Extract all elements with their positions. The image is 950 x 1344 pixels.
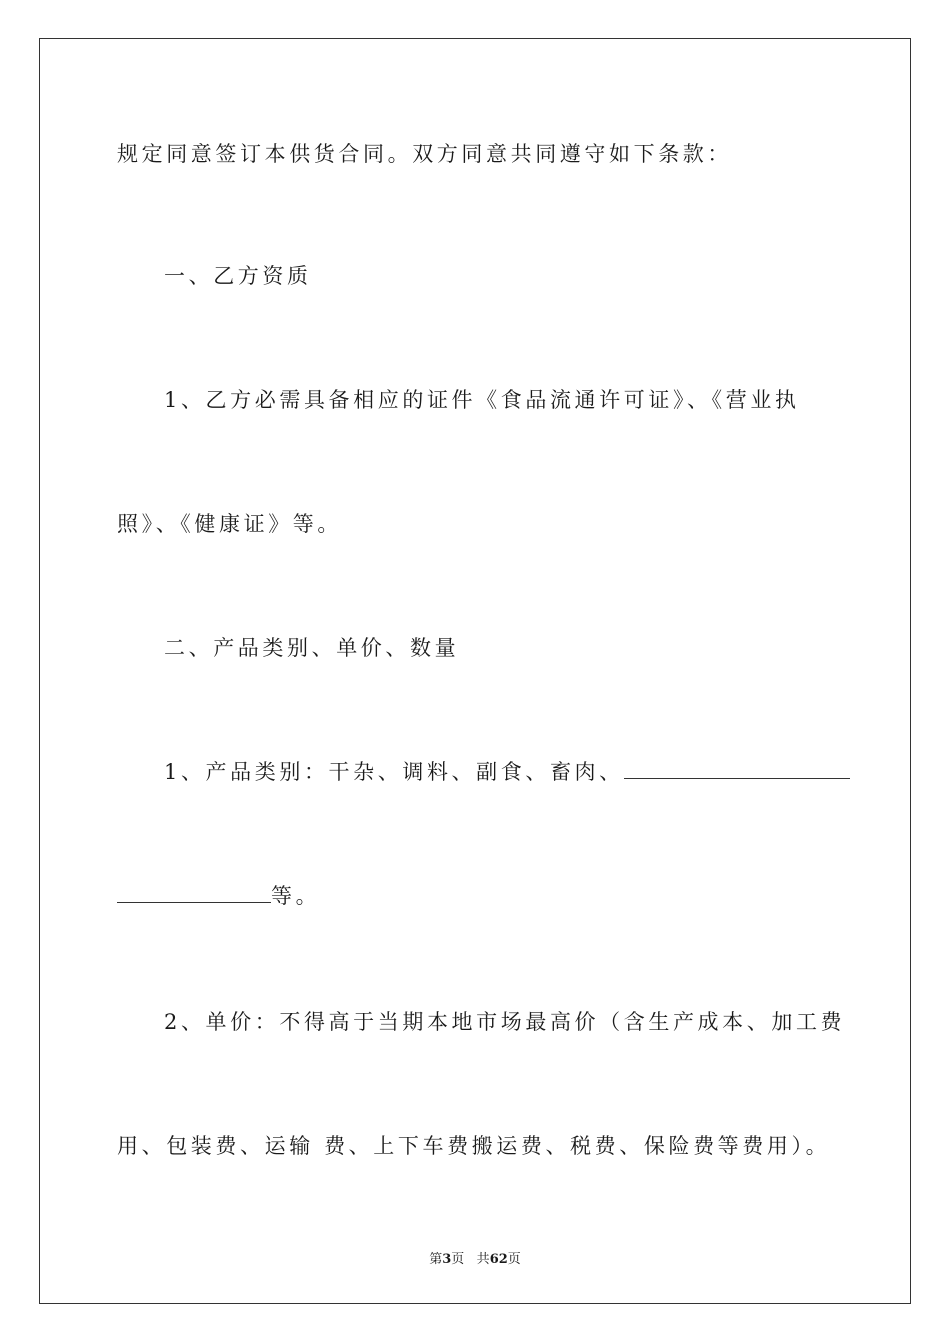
fill-in-blank-1 bbox=[624, 758, 850, 779]
section-heading-products: 二、产品类别、单价、数量 bbox=[164, 636, 460, 660]
paragraph-1: 规定同意签订本供货合同。双方同意共同遵守如下条款： bbox=[117, 142, 732, 166]
footer-prefix: 第 bbox=[429, 1252, 443, 1267]
fill-in-blank-2 bbox=[117, 882, 271, 903]
paragraph-6 bbox=[164, 758, 850, 786]
footer-total-prefix: 共 bbox=[476, 1252, 490, 1267]
section-heading-qualification: 一、乙方资质 bbox=[164, 264, 312, 288]
paragraph-7-text: 等。 bbox=[271, 884, 321, 908]
total-pages-number: 62 bbox=[489, 1252, 508, 1267]
paragraph-8: 2、单价：不得高于当期本地市场最高价（含生产成本、加工费 bbox=[164, 1010, 846, 1034]
paragraph-6-text: 1、产品类别：干杂、调料、副食、畜肉、 bbox=[164, 760, 624, 784]
paragraph-3: 1、乙方必需具备相应的证件《食品流通许可证》、《营业执 bbox=[164, 388, 800, 412]
page-footer bbox=[0, 1248, 950, 1267]
paragraph-7 bbox=[117, 882, 320, 910]
paragraph-9: 用、包装费、运输 费、上下车费搬运费、税费、保险费等费用）。 bbox=[117, 1134, 831, 1158]
footer-total-unit: 页 bbox=[507, 1252, 521, 1267]
current-page-number: 3 bbox=[442, 1252, 452, 1267]
paragraph-4: 照》、《健康证》等。 bbox=[117, 512, 342, 536]
footer-page-unit: 页 bbox=[451, 1252, 465, 1267]
page-frame bbox=[39, 38, 911, 1304]
